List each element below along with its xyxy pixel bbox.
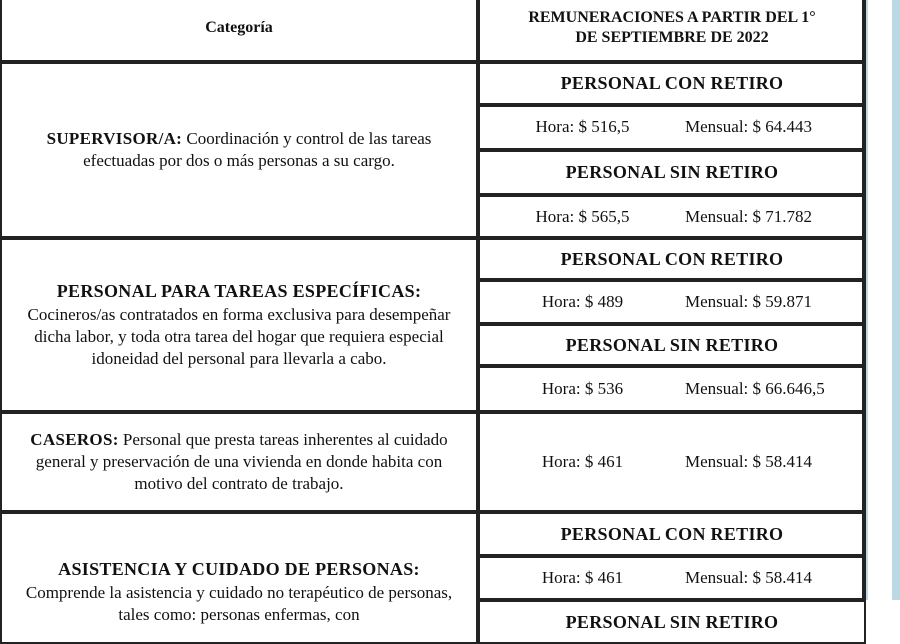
category-description: Cocineros/as contratados en forma exclusiva para desempeñar dicha labor, y toda otra tarea del hogar que requiera especial idoneidad del personal para llevarla a cabo. — [27, 305, 451, 368]
monthly-rate: Mensual: $ 66.646,5 — [685, 379, 825, 398]
monthly-rate: Mensual: $ 71.782 — [685, 206, 813, 226]
monthly-rate: Mensual: $ 59.871 — [685, 292, 813, 311]
hourly-rate: Hora: $ 461 — [541, 568, 624, 587]
pay-cell — [478, 366, 866, 412]
pay-cell — [478, 412, 866, 512]
header-remuneraciones — [478, 0, 866, 62]
category-title: PERSONAL PARA TAREAS ESPECÍFICAS: — [56, 281, 422, 301]
category-title: SUPERVISOR/A: — [46, 129, 183, 148]
hourly-rate: Hora: $ 536 — [541, 379, 624, 398]
monthly-rate: Mensual: $ 58.414 — [685, 452, 813, 471]
category-description: Personal que presta tareas inherentes al cuidado general y preservación de una vivienda en donde habita con motivo del contrato de trabajo. — [35, 430, 448, 493]
category-description: Comprende la asistencia y cuidado no terapéutico de personas, tales como: personas enfermas, con — [25, 583, 453, 624]
hourly-rate: Hora: $ 565,5 — [535, 206, 630, 226]
header-remuneraciones-line2: DE SEPTIEMBRE DE 2022 — [575, 29, 769, 46]
monthly-rate: Mensual: $ 64.443 — [685, 117, 813, 137]
pay-cell — [478, 105, 866, 150]
right-page-margin — [862, 0, 900, 600]
header-remuneraciones-line1: REMUNERACIONES A PARTIR DEL 1° — [528, 9, 816, 26]
label-sin-retiro: PERSONAL SIN RETIRO — [478, 150, 866, 195]
pay-cell — [478, 556, 866, 600]
label-con-retiro: PERSONAL CON RETIRO — [478, 62, 866, 105]
header-categoria: Categoría — [0, 0, 478, 62]
label-sin-retiro: PERSONAL SIN RETIRO — [478, 324, 866, 366]
category-cell-supervisor — [0, 62, 478, 238]
hourly-rate: Hora: $ 489 — [541, 292, 624, 311]
category-cell-tareas-especificas — [0, 238, 478, 412]
label-sin-retiro: PERSONAL SIN RETIRO — [478, 600, 866, 644]
table-row — [0, 238, 866, 280]
category-title: ASISTENCIA Y CUIDADO DE PERSONAS: — [58, 559, 420, 579]
category-cell-caseros — [0, 412, 478, 512]
category-description: Coordinación y control de las tareas efectuadas por dos o más personas a su cargo. — [83, 129, 432, 170]
category-cell-asistencia — [0, 512, 478, 644]
table-row — [0, 512, 866, 556]
category-title: CASEROS: — [30, 430, 119, 449]
hourly-rate: Hora: $ 516,5 — [535, 117, 630, 137]
pay-cell — [478, 280, 866, 324]
table-row — [0, 412, 866, 512]
hourly-rate: Hora: $ 461 — [541, 452, 624, 471]
table-header-row — [0, 0, 866, 62]
monthly-rate: Mensual: $ 58.414 — [685, 568, 813, 587]
table-row — [0, 62, 866, 105]
label-con-retiro: PERSONAL CON RETIRO — [478, 238, 866, 280]
pay-cell — [478, 195, 866, 238]
label-con-retiro: PERSONAL CON RETIRO — [478, 512, 866, 556]
